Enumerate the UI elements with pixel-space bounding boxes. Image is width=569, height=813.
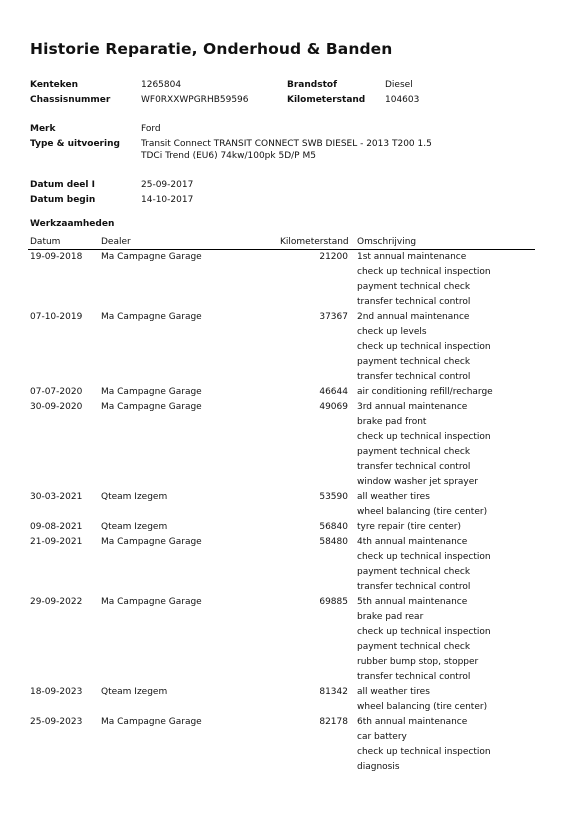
merk-value: Ford — [141, 124, 161, 134]
omschrijving-item: diagnosis — [357, 762, 400, 772]
omschrijving-item: all weather tires — [357, 492, 430, 502]
row-kilometerstand: 46644 — [319, 387, 348, 397]
omschrijving-item: tyre repair (tire center) — [357, 522, 461, 532]
omschrijving-item: 1st annual maintenance — [357, 252, 467, 262]
omschrijving-item: transfer technical control — [357, 297, 471, 307]
header-divider — [28, 249, 535, 250]
kilometerstand-value: 104603 — [385, 95, 420, 105]
table-row — [0, 537, 569, 597]
row-date: 07-10-2019 — [30, 312, 83, 322]
row-kilometerstand: 69885 — [319, 597, 348, 607]
kilometerstand-label: Kilometerstand — [287, 95, 366, 105]
row-kilometerstand: 37367 — [319, 312, 348, 322]
table-row — [0, 717, 569, 777]
row-kilometerstand: 49069 — [319, 402, 348, 412]
brandstof-label: Brandstof — [287, 80, 337, 90]
omschrijving-item: check up technical inspection — [357, 627, 491, 637]
omschrijving-item: payment technical check — [357, 567, 471, 577]
omschrijving-item: transfer technical control — [357, 582, 471, 592]
type-label: Type & uitvoering — [30, 139, 120, 149]
row-dealer: Ma Campagne Garage — [101, 717, 202, 727]
omschrijving-item: transfer technical control — [357, 462, 471, 472]
omschrijving-item: air conditioning refill/recharge — [357, 387, 493, 397]
chassis-label: Chassisnummer — [30, 95, 111, 105]
row-kilometerstand: 82178 — [319, 717, 348, 727]
table-row — [0, 687, 569, 717]
omschrijving-item: check up technical inspection — [357, 267, 491, 277]
omschrijving-item: 3rd annual maintenance — [357, 402, 468, 412]
row-kilometerstand: 53590 — [319, 492, 348, 502]
row-date: 30-09-2020 — [30, 402, 83, 412]
row-kilometerstand: 58480 — [319, 537, 348, 547]
omschrijving-item: transfer technical control — [357, 672, 471, 682]
omschrijving-item: wheel balancing (tire center) — [357, 507, 488, 517]
row-date: 07-07-2020 — [30, 387, 83, 397]
chassis-value: WF0RXXWPGRHB59596 — [141, 95, 249, 105]
omschrijving-item: wheel balancing (tire center) — [357, 702, 488, 712]
row-dealer: Ma Campagne Garage — [101, 402, 202, 412]
table-row — [0, 387, 569, 402]
header-datum: Datum — [30, 237, 61, 247]
werkzaamheden-table — [0, 252, 569, 777]
datum-begin-label: Datum begin — [30, 195, 96, 205]
row-omschrijving — [357, 252, 491, 312]
omschrijving-item: payment technical check — [357, 357, 471, 367]
row-kilometerstand: 56840 — [319, 522, 348, 532]
merk-label: Merk — [30, 124, 56, 134]
omschrijving-item: check up technical inspection — [357, 342, 491, 352]
row-dealer: Ma Campagne Garage — [101, 387, 202, 397]
werkzaamheden-title: Werkzaamheden — [30, 219, 115, 229]
type-value-line1: Transit Connect TRANSIT CONNECT SWB DIESEL - 2013 T200 1.5 — [141, 139, 432, 149]
row-omschrijving — [357, 402, 491, 492]
row-omschrijving — [357, 537, 491, 597]
omschrijving-item: brake pad rear — [357, 612, 424, 622]
omschrijving-item: transfer technical control — [357, 372, 471, 382]
row-omschrijving — [357, 687, 487, 717]
omschrijving-item: 5th annual maintenance — [357, 597, 468, 607]
row-kilometerstand: 21200 — [319, 252, 348, 262]
omschrijving-item: rubber bump stop, stopper — [357, 657, 479, 667]
row-omschrijving — [357, 492, 487, 522]
row-date: 09-08-2021 — [30, 522, 83, 532]
omschrijving-item: payment technical check — [357, 447, 471, 457]
row-dealer: Ma Campagne Garage — [101, 597, 202, 607]
row-omschrijving — [357, 717, 491, 777]
row-omschrijving — [357, 597, 491, 687]
row-dealer: Qteam Izegem — [101, 522, 168, 532]
row-date: 30-03-2021 — [30, 492, 83, 502]
omschrijving-item: check up levels — [357, 327, 427, 337]
omschrijving-item: window washer jet sprayer — [357, 477, 478, 487]
omschrijving-item: all weather tires — [357, 687, 430, 697]
omschrijving-item: 2nd annual maintenance — [357, 312, 470, 322]
omschrijving-item: check up technical inspection — [357, 552, 491, 562]
row-dealer: Ma Campagne Garage — [101, 252, 202, 262]
table-row — [0, 522, 569, 537]
row-date: 21-09-2021 — [30, 537, 83, 547]
row-dealer: Ma Campagne Garage — [101, 312, 202, 322]
row-dealer: Qteam Izegem — [101, 687, 168, 697]
brandstof-value: Diesel — [385, 80, 413, 90]
row-omschrijving — [357, 522, 461, 537]
kenteken-label: Kenteken — [30, 80, 78, 90]
datum-begin-value: 14-10-2017 — [141, 195, 194, 205]
datum-deel-label: Datum deel I — [30, 180, 95, 190]
omschrijving-item: car battery — [357, 732, 407, 742]
row-omschrijving — [357, 312, 491, 387]
type-value-line2: TDCi Trend (EU6) 74kw/100pk 5D/P M5 — [141, 151, 316, 161]
header-dealer: Dealer — [101, 237, 131, 247]
omschrijving-item: brake pad front — [357, 417, 427, 427]
table-row — [0, 492, 569, 522]
page-title: Historie Reparatie, Onderhoud & Banden — [30, 40, 393, 58]
omschrijving-item: 6th annual maintenance — [357, 717, 468, 727]
table-row — [0, 597, 569, 687]
datum-deel-value: 25-09-2017 — [141, 180, 194, 190]
row-omschrijving — [357, 387, 493, 402]
omschrijving-item: check up technical inspection — [357, 747, 491, 757]
row-date: 29-09-2022 — [30, 597, 83, 607]
header-omschrijving: Omschrijving — [357, 237, 417, 247]
row-date: 19-09-2018 — [30, 252, 83, 262]
omschrijving-item: payment technical check — [357, 642, 471, 652]
row-date: 18-09-2023 — [30, 687, 83, 697]
table-row — [0, 312, 569, 387]
table-row — [0, 402, 569, 492]
header-kilometerstand: Kilometerstand — [280, 237, 349, 247]
row-date: 25-09-2023 — [30, 717, 83, 727]
omschrijving-item: check up technical inspection — [357, 432, 491, 442]
row-kilometerstand: 81342 — [319, 687, 348, 697]
row-dealer: Qteam Izegem — [101, 492, 168, 502]
omschrijving-item: 4th annual maintenance — [357, 537, 468, 547]
kenteken-value: 1265804 — [141, 80, 182, 90]
table-row — [0, 252, 569, 312]
row-dealer: Ma Campagne Garage — [101, 537, 202, 547]
omschrijving-item: payment technical check — [357, 282, 471, 292]
